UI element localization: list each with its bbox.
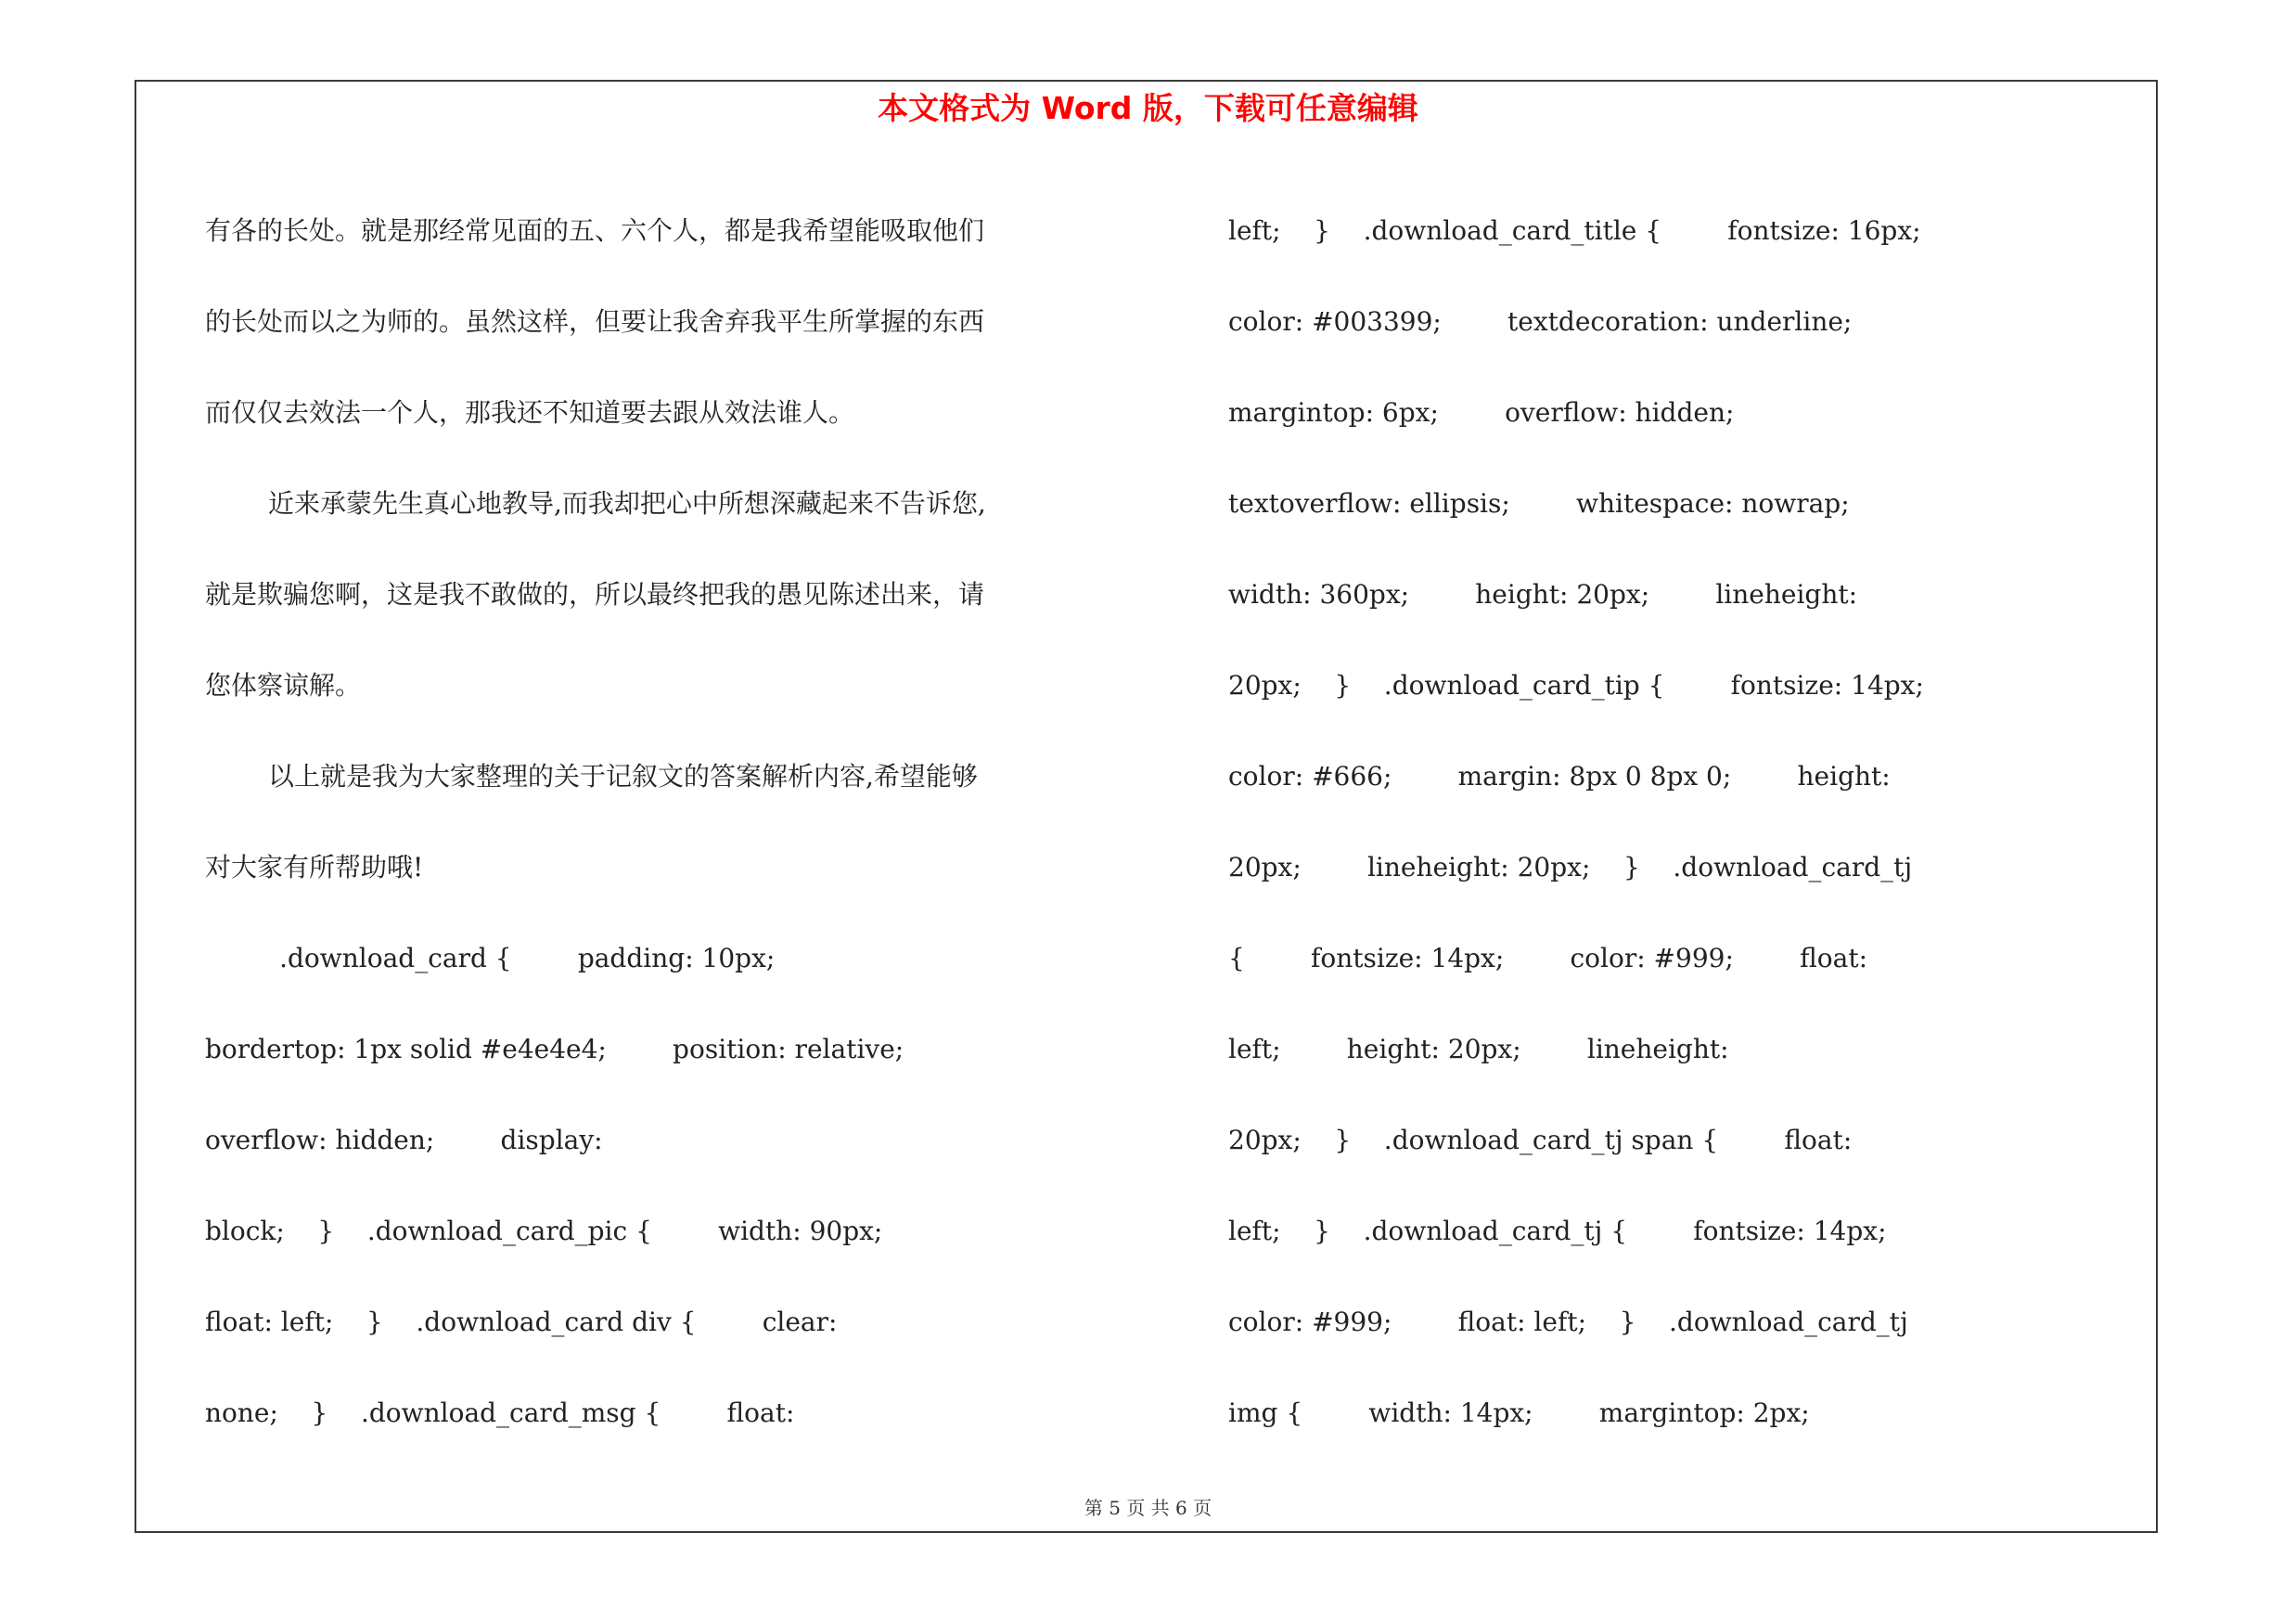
text-line: 您体察谅解。 xyxy=(205,670,362,701)
code-line: img { width: 14px; margintop: 2px; xyxy=(1228,1398,1810,1428)
code-line: width: 360px; height: 20px; lineheight: xyxy=(1228,579,1858,610)
code-line: 20px; } .download_card_tj span { float: xyxy=(1228,1125,1853,1155)
code-line: left; } .download_card_title { fontsize: 16px; xyxy=(1228,215,1921,246)
code-line: color: #666; margin: 8px 0 8px 0; height: xyxy=(1228,761,1891,792)
text-line: 有各的长处。就是那经常见面的五、六个人，都是我希望能吸取他们 xyxy=(205,215,985,246)
left-column xyxy=(205,186,1133,1459)
document-banner: 本文格式为 Word 版，下载可任意编辑 xyxy=(878,90,1418,126)
code-line: overflow: hidden; display: xyxy=(205,1125,603,1155)
paragraph-start-line: 以上就是我为大家整理的关于记叙文的答案解析内容,希望能够 xyxy=(268,761,978,792)
text-line: 而仅仅去效法一个人，那我还不知道要去跟从效法谁人。 xyxy=(205,397,855,428)
text-line: 的长处而以之为师的。虽然这样，但要让我舍弃我平生所掌握的东西 xyxy=(205,306,985,337)
paragraph-start-line: 近来承蒙先生真心地教导,而我却把心中所想深藏起来不告诉您, xyxy=(268,488,986,519)
code-line: textoverflow: ellipsis; whitespace: nowrap; xyxy=(1228,488,1850,519)
page-number-footer: 第 5 页 共 6 页 xyxy=(1084,1497,1212,1519)
code-line: { fontsize: 14px; color: #999; float: xyxy=(1228,943,1868,973)
code-line: left; height: 20px; lineheight: xyxy=(1228,1034,1729,1064)
code-line: left; } .download_card_tj { fontsize: 14px; xyxy=(1228,1216,1887,1246)
code-line: 20px; lineheight: 20px; } .download_card_tj xyxy=(1228,852,1913,882)
code-line: none; } .download_card_msg { float: xyxy=(205,1398,795,1428)
code-line: bordertop: 1px solid #e4e4e4; position: relative; xyxy=(205,1034,904,1064)
text-line: 对大家有所帮助哦! xyxy=(205,852,424,882)
code-line: color: #003399; textdecoration: underline; xyxy=(1228,306,1853,337)
right-column xyxy=(1228,186,2156,1459)
code-line: margintop: 6px; overflow: hidden; xyxy=(1228,397,1735,428)
code-line: .download_card { padding: 10px; xyxy=(205,943,776,973)
text-line: 就是欺骗您啊，这是我不敢做的，所以最终把我的愚见陈述出来，请 xyxy=(205,579,985,610)
code-line: color: #999; float: left; } .download_card_tj xyxy=(1228,1307,1908,1337)
code-line: float: left; } .download_card div { clear: xyxy=(205,1307,838,1337)
code-line: 20px; } .download_card_tip { fontsize: 14px; xyxy=(1228,670,1924,701)
code-line: block; } .download_card_pic { width: 90px; xyxy=(205,1216,883,1246)
